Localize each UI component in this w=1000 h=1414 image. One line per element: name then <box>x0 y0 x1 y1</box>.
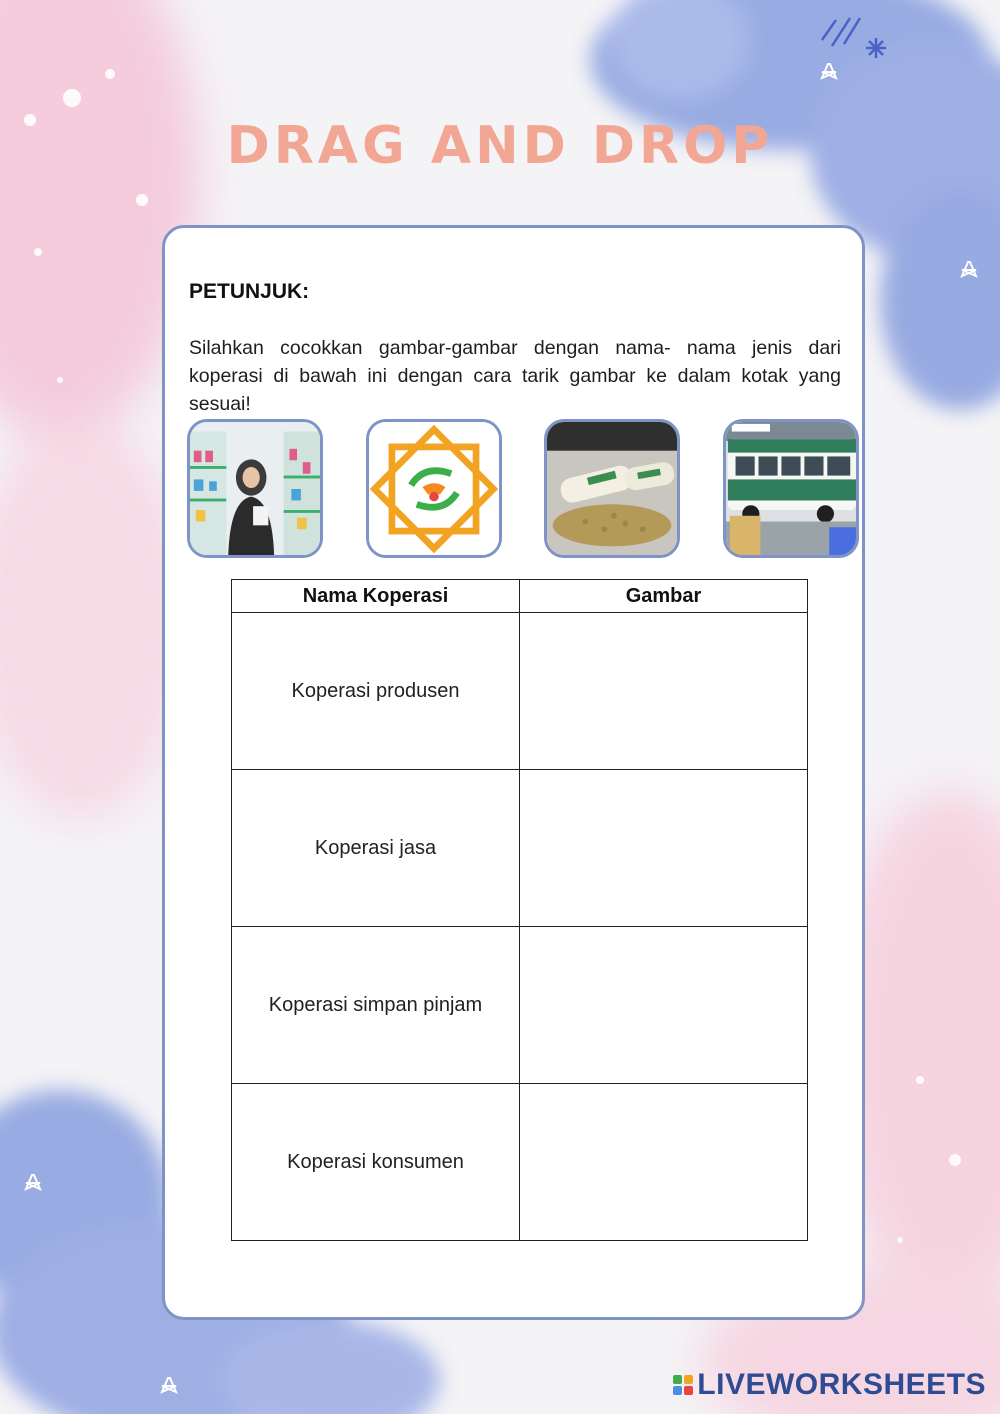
instructions-text: Silahkan cocokkan gambar-gambar dengan nama- nama jenis dari koperasi di bawah ini dengan cara tarik gambar ke dalam kotak yang sesuai! <box>189 337 841 415</box>
cooperative-name: Koperasi konsumen <box>232 1084 520 1241</box>
cooperative-name: Koperasi produsen <box>232 613 520 770</box>
drop-zone-jasa[interactable] <box>520 770 808 927</box>
liveworksheets-logo-icon <box>673 1375 693 1395</box>
instructions-heading: PETUNJUK: <box>189 280 310 303</box>
shop-worker-image[interactable] <box>187 419 323 558</box>
drop-zone-konsumen[interactable] <box>520 1084 808 1241</box>
cooperative-logo-image[interactable] <box>366 419 502 558</box>
page-title: DRAG AND DROP <box>226 116 774 176</box>
table-row <box>232 770 808 927</box>
drop-zone-produsen[interactable] <box>520 613 808 770</box>
column-header-name: Nama Koperasi <box>232 580 520 613</box>
cooperative-name: Koperasi simpan pinjam <box>232 927 520 1084</box>
worksheet-card <box>162 225 865 1320</box>
liveworksheets-brand[interactable] <box>673 1368 986 1402</box>
cooperative-name: Koperasi jasa <box>232 770 520 927</box>
brand-text: LIVEWORKSHEETS <box>697 1368 986 1401</box>
soybean-tempeh-image[interactable] <box>544 419 680 558</box>
draggable-images <box>187 419 859 559</box>
table-row <box>232 927 808 1084</box>
table-row <box>232 613 808 770</box>
column-header-image: Gambar <box>520 580 808 613</box>
bus-image[interactable] <box>723 419 859 558</box>
drop-zone-simpan-pinjam[interactable] <box>520 927 808 1084</box>
table-row <box>232 1084 808 1241</box>
matching-table <box>231 579 808 1241</box>
